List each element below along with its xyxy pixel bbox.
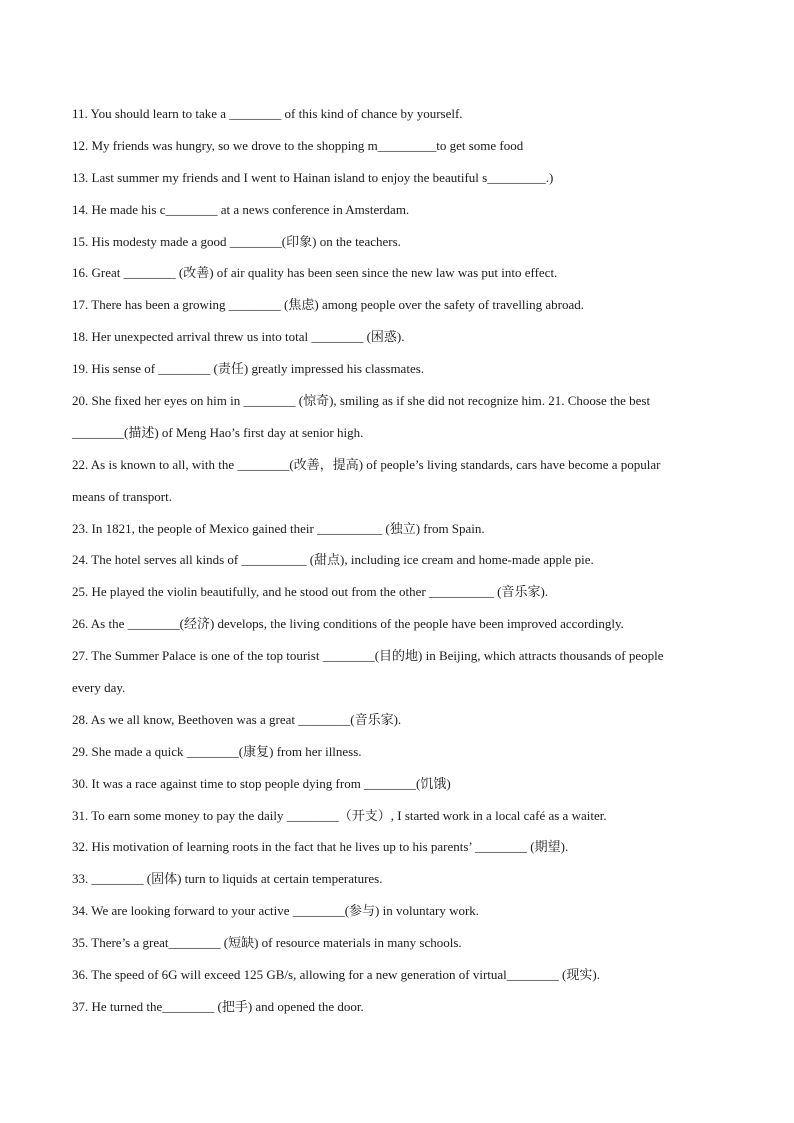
exercise-line: 24. The hotel serves all kinds of __________ (甜点), including ice cream and home-made apple pie.	[72, 552, 594, 568]
exercise-line: 22. As is known to all, with the ________(改善，提高) of people’s living standards, cars have become a popular	[72, 456, 661, 472]
exercise-line: 35. There’s a great________ (短缺) of resource materials in many schools.	[72, 935, 462, 951]
exercise-line: 20. She fixed her eyes on him in ________ (惊奇), smiling as if she did not recognize him. 21. Choose the best	[72, 393, 651, 409]
exercise-line: 34. We are looking forward to your active ________(参与) in voluntary work.	[72, 903, 480, 919]
exercise-line: 14. He made his c________ at a news conference in Amsterdam.	[72, 201, 410, 217]
exercise-line: 15. His modesty made a good ________(印象) on the teachers.	[72, 233, 401, 249]
exercise-line: 25. He played the violin beautifully, and he stood out from the other __________ (音乐家).	[72, 584, 549, 600]
exercise-line: 23. In 1821, the people of Mexico gained their __________ (独立) from Spain.	[72, 520, 485, 536]
exercise-line: 27. The Summer Palace is one of the top tourist ________(目的地) in Beijing, which attracts thousands of people	[72, 648, 664, 664]
exercise-line: 12. My friends was hungry, so we drove to the shopping m_________to get some food	[72, 137, 524, 153]
exercise-line: 19. His sense of ________ (责任) greatly impressed his classmates.	[72, 361, 425, 377]
exercise-line: 37. He turned the________ (把手) and opened the door.	[72, 998, 364, 1014]
exercise-line: 13. Last summer my friends and I went to Hainan island to enjoy the beautiful s_________.)	[72, 169, 554, 185]
exercise-line: 11. You should learn to take a ________ of this kind of chance by yourself.	[72, 106, 463, 121]
exercise-line: every day.	[72, 680, 126, 696]
exercise-line: 33. ________ (固体) turn to liquids at certain temperatures.	[72, 871, 383, 887]
exercise-line: 18. Her unexpected arrival threw us into total ________ (困惑).	[72, 329, 405, 345]
exercise-line: 26. As the ________(经济) develops, the living conditions of the people have been improved accordingly.	[72, 616, 624, 632]
exercise-line: 28. As we all know, Beethoven was a great ________(音乐家).	[72, 711, 402, 727]
exercise-line: 17. There has been a growing ________ (焦虑) among people over the safety of travelling abroad.	[72, 297, 585, 313]
exercise-line: 29. She made a quick ________(康复) from her illness.	[72, 743, 362, 759]
exercise-list	[72, 98, 722, 1023]
exercise-line: 36. The speed of 6G will exceed 125 GB/s, allowing for a new generation of virtual________ (现实).	[72, 967, 600, 983]
exercise-line: 32. His motivation of learning roots in the fact that he lives up to his parents’ ________ (期望).	[72, 839, 569, 855]
exercise-line: ________(描述) of Meng Hao’s first day at senior high.	[72, 424, 364, 440]
exercise-line: 31. To earn some money to pay the daily ________（开支）, I started work in a local café as a waiter.	[72, 807, 607, 823]
exercise-line: 16. Great ________ (改善) of air quality has been seen since the new law was put into effect.	[72, 265, 558, 281]
exercise-line: means of transport.	[72, 488, 173, 504]
exercise-line: 30. It was a race against time to stop people dying from ________(饥饿)	[72, 775, 451, 791]
